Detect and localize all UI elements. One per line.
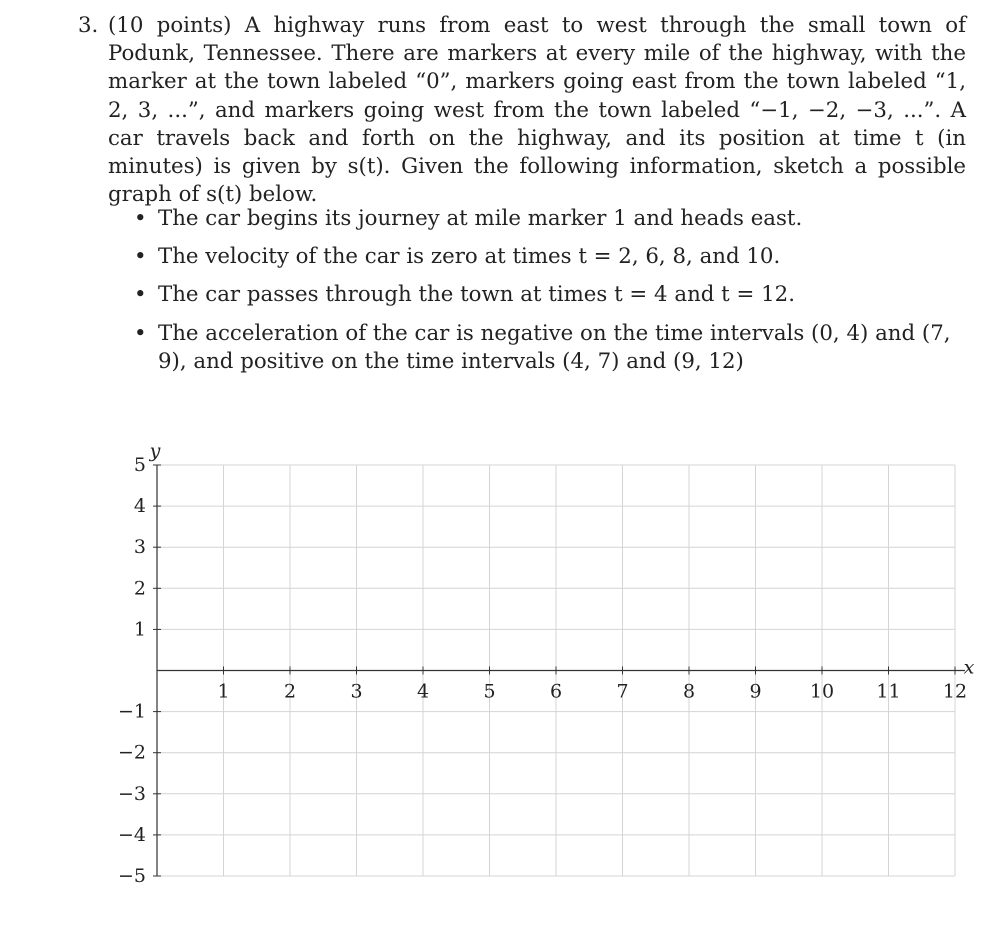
y-tick-label: 5 — [133, 454, 146, 476]
condition-text: The velocity of the car is zero at times t = 2, 6, 8, and 10. — [158, 244, 781, 270]
y-tick-label: 4 — [133, 495, 146, 518]
bullet-icon: • — [134, 282, 147, 308]
x-tick-label: 4 — [416, 680, 430, 703]
condition-text: The car passes through the town at times t = 4 and t = 12. — [158, 282, 795, 308]
y-tick-label: 3 — [133, 536, 146, 559]
bullet-icon: • — [134, 320, 147, 346]
x-tick-label: 8 — [682, 680, 696, 703]
x-tick-label: 6 — [549, 680, 563, 703]
y-tick-label: −3 — [117, 782, 146, 805]
y-tick-label: −4 — [117, 823, 146, 846]
y-tick-label: −5 — [117, 865, 146, 887]
condition-text: The acceleration of the car is negative on the time intervals (0, 4) and (7, 9), and positive on the time intervals (4, 7) and (9, 12) — [158, 320, 951, 374]
x-tick-label: 3 — [350, 680, 363, 703]
tick-labels — [118, 440, 975, 887]
problem-text: (10 points) A highway runs from east to west through the small town of Podunk, Tennessee. There are markers at every mile of the highway, with the marker at the town labeled “0”, markers going east from the town labeled “1, 2, 3, ...”, and markers going west from the town labeled “−1, −2, −3, ...”. A car travels back and forth on the highway, and its position at time t (in minutes) is given by s(t). Given the following information, sketch a possible graph of s(t) below. — [108, 13, 966, 208]
y-tick-label: 2 — [133, 577, 146, 600]
x-tick-label: 1 — [217, 680, 230, 703]
y-tick-label: 1 — [133, 618, 146, 641]
axes — [157, 465, 968, 876]
condition-text: The car begins its journey at mile marker 1 and heads east. — [158, 206, 803, 231]
x-tick-label: 12 — [942, 680, 968, 703]
problem-number: 3. — [78, 13, 99, 38]
y-axis-label: y — [149, 440, 161, 462]
x-tick-label: 7 — [616, 680, 629, 703]
x-tick-label: 5 — [483, 680, 496, 703]
x-tick-label: 2 — [283, 680, 297, 703]
x-tick-label: 10 — [809, 680, 835, 703]
bullet-icon: • — [134, 244, 147, 270]
y-tick-label: −2 — [117, 741, 146, 764]
y-tick-label: −1 — [117, 700, 146, 723]
x-axis-label: x — [963, 656, 975, 679]
bullet-icon: • — [134, 206, 147, 231]
x-tick-label: 11 — [876, 680, 901, 703]
x-tick-label: 9 — [749, 680, 762, 703]
